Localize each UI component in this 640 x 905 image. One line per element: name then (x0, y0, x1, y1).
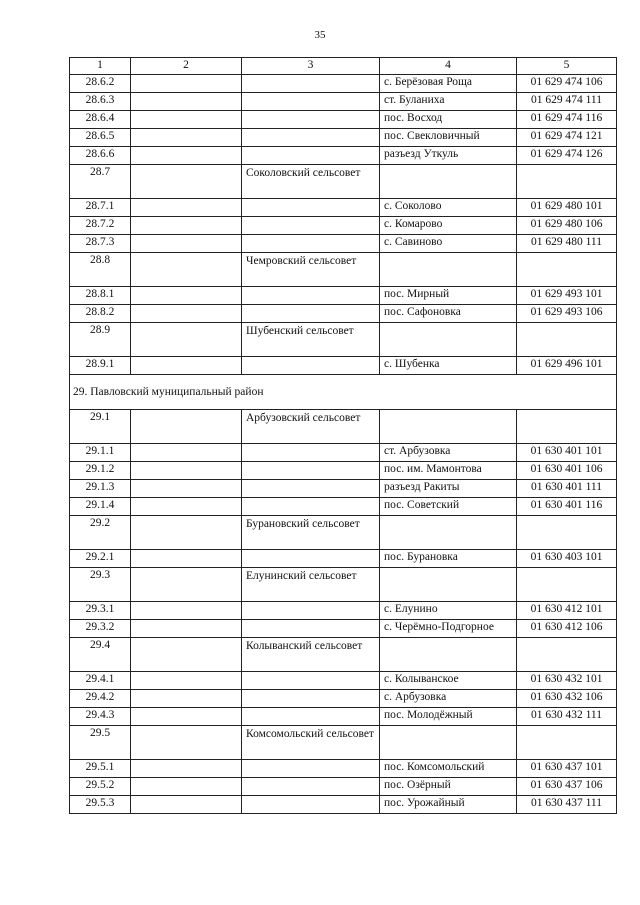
row-number: 28.8.2 (70, 305, 131, 323)
locality-name: пос. Комсомольский (380, 760, 517, 778)
oktmo-code: 01 630 432 111 (517, 708, 617, 726)
oktmo-code: 01 629 493 101 (517, 287, 617, 305)
locality-row (70, 93, 617, 111)
locality-name: с. Савиново (380, 235, 517, 253)
row-number: 28.8.1 (70, 287, 131, 305)
council-name (242, 690, 380, 708)
council-name (242, 462, 380, 480)
row-number: 29.3 (70, 568, 131, 602)
row-number: 28.7 (70, 165, 131, 199)
locality-row (70, 217, 617, 235)
col-2-cell (131, 165, 242, 199)
row-number: 29.1.4 (70, 498, 131, 516)
oktmo-code (517, 516, 617, 550)
row-number: 29.4.2 (70, 690, 131, 708)
council-name (242, 235, 380, 253)
council-name: Чемровский сельсовет (242, 253, 380, 287)
col-2-cell (131, 111, 242, 129)
council-row (70, 410, 617, 444)
council-name (242, 147, 380, 165)
locality-name (380, 638, 517, 672)
council-name: Шубенский сельсовет (242, 323, 380, 357)
col-2-cell (131, 726, 242, 760)
council-name (242, 620, 380, 638)
oktmo-code: 01 630 401 106 (517, 462, 617, 480)
row-number: 29.4 (70, 638, 131, 672)
col-2-cell (131, 444, 242, 462)
locality-row (70, 305, 617, 323)
locality-name: пос. Восход (380, 111, 517, 129)
council-name (242, 444, 380, 462)
locality-name: пос. Озёрный (380, 778, 517, 796)
row-number: 28.6.3 (70, 93, 131, 111)
row-number: 29.1.1 (70, 444, 131, 462)
locality-row (70, 690, 617, 708)
locality-row (70, 287, 617, 305)
col-2-cell (131, 357, 242, 375)
locality-name: пос. Свекловичный (380, 129, 517, 147)
row-number: 28.7.3 (70, 235, 131, 253)
council-row (70, 253, 617, 287)
col-2-cell (131, 410, 242, 444)
header-col-3: 3 (242, 58, 380, 75)
locality-row (70, 708, 617, 726)
page-number: 35 (314, 29, 326, 41)
council-name: Комсомольский сельсовет (242, 726, 380, 760)
locality-name (380, 568, 517, 602)
col-2-cell (131, 129, 242, 147)
col-2-cell (131, 708, 242, 726)
col-2-cell (131, 253, 242, 287)
oktmo-code (517, 568, 617, 602)
locality-name: с. Арбузовка (380, 690, 517, 708)
council-name (242, 357, 380, 375)
council-name: Арбузовский сельсовет (242, 410, 380, 444)
council-name (242, 498, 380, 516)
locality-name: с. Колыванское (380, 672, 517, 690)
locality-name (380, 253, 517, 287)
council-name (242, 708, 380, 726)
council-name: Елунинский сельсовет (242, 568, 380, 602)
col-2-cell (131, 199, 242, 217)
oktmo-code: 01 629 480 106 (517, 217, 617, 235)
oktmo-code: 01 630 437 106 (517, 778, 617, 796)
council-row (70, 165, 617, 199)
col-2-cell (131, 93, 242, 111)
row-number: 29.5.3 (70, 796, 131, 814)
col-2-cell (131, 602, 242, 620)
locality-name: пос. Урожайный (380, 796, 517, 814)
col-2-cell (131, 235, 242, 253)
oktmo-code: 01 629 474 121 (517, 129, 617, 147)
oktmo-code (517, 638, 617, 672)
locality-name: с. Берёзовая Роща (380, 75, 517, 93)
oktmo-code (517, 410, 617, 444)
row-number: 29.3.1 (70, 602, 131, 620)
row-number: 28.6.6 (70, 147, 131, 165)
locality-name: с. Черёмно-Подгорное (380, 620, 517, 638)
col-2-cell (131, 75, 242, 93)
row-number: 29.1 (70, 410, 131, 444)
council-name (242, 672, 380, 690)
col-2-cell (131, 480, 242, 498)
section-heading-row (70, 375, 617, 410)
locality-name: пос. Сафоновка (380, 305, 517, 323)
oktmo-code: 01 629 480 111 (517, 235, 617, 253)
council-name (242, 796, 380, 814)
locality-row (70, 444, 617, 462)
oktmo-code (517, 323, 617, 357)
row-number: 29.2.1 (70, 550, 131, 568)
locality-name (380, 726, 517, 760)
council-row (70, 568, 617, 602)
oktmo-code: 01 629 493 106 (517, 305, 617, 323)
council-row (70, 323, 617, 357)
locality-name: с. Комарово (380, 217, 517, 235)
locality-name: пос. Молодёжный (380, 708, 517, 726)
oktmo-code: 01 630 401 111 (517, 480, 617, 498)
col-2-cell (131, 462, 242, 480)
locality-name: пос. Бурановка (380, 550, 517, 568)
col-2-cell (131, 620, 242, 638)
locality-row (70, 129, 617, 147)
col-2-cell (131, 516, 242, 550)
locality-row (70, 498, 617, 516)
oktmo-code: 01 630 437 111 (517, 796, 617, 814)
col-2-cell (131, 217, 242, 235)
council-name: Бурановский сельсовет (242, 516, 380, 550)
council-name (242, 111, 380, 129)
row-number: 28.6.5 (70, 129, 131, 147)
locality-name: ст. Арбузовка (380, 444, 517, 462)
locality-row (70, 672, 617, 690)
locality-name (380, 323, 517, 357)
council-name (242, 602, 380, 620)
locality-row (70, 778, 617, 796)
oktmo-code (517, 253, 617, 287)
locality-name (380, 165, 517, 199)
locality-row (70, 75, 617, 93)
row-number: 28.7.1 (70, 199, 131, 217)
locality-row (70, 760, 617, 778)
council-row (70, 516, 617, 550)
col-2-cell (131, 147, 242, 165)
oktmo-code: 01 629 474 126 (517, 147, 617, 165)
row-number: 29.1.2 (70, 462, 131, 480)
oktmo-code: 01 630 412 106 (517, 620, 617, 638)
locality-name: ст. Буланиха (380, 93, 517, 111)
oktmo-code: 01 630 401 101 (517, 444, 617, 462)
council-name (242, 760, 380, 778)
row-number: 28.9.1 (70, 357, 131, 375)
section-heading: 29. Павловский муниципальный район (70, 375, 617, 410)
locality-row (70, 550, 617, 568)
locality-row (70, 796, 617, 814)
locality-row (70, 602, 617, 620)
locality-row (70, 357, 617, 375)
locality-row (70, 235, 617, 253)
col-2-cell (131, 323, 242, 357)
council-row (70, 726, 617, 760)
oktmo-code: 01 629 474 106 (517, 75, 617, 93)
council-name (242, 550, 380, 568)
row-number: 28.6.4 (70, 111, 131, 129)
locality-name: разъезд Ракиты (380, 480, 517, 498)
locality-row (70, 480, 617, 498)
locality-name: с. Соколово (380, 199, 517, 217)
col-2-cell (131, 690, 242, 708)
row-number: 28.6.2 (70, 75, 131, 93)
oktmo-code: 01 629 496 101 (517, 357, 617, 375)
locality-name (380, 410, 517, 444)
locality-row (70, 462, 617, 480)
oktmo-code: 01 629 480 101 (517, 199, 617, 217)
row-number: 29.5.1 (70, 760, 131, 778)
col-2-cell (131, 498, 242, 516)
col-2-cell (131, 638, 242, 672)
row-number: 28.8 (70, 253, 131, 287)
council-name (242, 199, 380, 217)
row-number: 29.5.2 (70, 778, 131, 796)
council-name: Соколовский сельсовет (242, 165, 380, 199)
header-col-1: 1 (70, 58, 131, 75)
col-2-cell (131, 305, 242, 323)
council-name (242, 129, 380, 147)
locality-name: пос. Советский (380, 498, 517, 516)
col-2-cell (131, 796, 242, 814)
oktmo-code: 01 630 403 101 (517, 550, 617, 568)
header-col-5: 5 (517, 58, 617, 75)
header-col-2: 2 (131, 58, 242, 75)
council-name (242, 217, 380, 235)
oktmo-code: 01 629 474 111 (517, 93, 617, 111)
row-number: 29.4.1 (70, 672, 131, 690)
oktmo-code: 01 630 432 106 (517, 690, 617, 708)
col-2-cell (131, 778, 242, 796)
col-2-cell (131, 672, 242, 690)
oktmo-code: 01 630 432 101 (517, 672, 617, 690)
council-name (242, 305, 380, 323)
row-number: 29.1.3 (70, 480, 131, 498)
oktmo-code: 01 629 474 116 (517, 111, 617, 129)
row-number: 29.2 (70, 516, 131, 550)
council-name (242, 93, 380, 111)
council-name (242, 480, 380, 498)
header-col-4: 4 (380, 58, 517, 75)
row-number: 29.5 (70, 726, 131, 760)
council-row (70, 638, 617, 672)
locality-name: с. Елунино (380, 602, 517, 620)
col-2-cell (131, 287, 242, 305)
council-name (242, 75, 380, 93)
council-name (242, 287, 380, 305)
row-number: 29.3.2 (70, 620, 131, 638)
council-name (242, 778, 380, 796)
locality-row (70, 199, 617, 217)
locality-name: с. Шубенка (380, 357, 517, 375)
oktmo-code: 01 630 437 101 (517, 760, 617, 778)
council-name: Колыванский сельсовет (242, 638, 380, 672)
col-2-cell (131, 760, 242, 778)
oktmo-code (517, 726, 617, 760)
locality-name: пос. Мирный (380, 287, 517, 305)
table-header-row (70, 58, 617, 75)
locality-name: разъезд Уткуль (380, 147, 517, 165)
locality-row (70, 111, 617, 129)
oktmo-code (517, 165, 617, 199)
col-2-cell (131, 550, 242, 568)
row-number: 28.9 (70, 323, 131, 357)
locality-row (70, 147, 617, 165)
registry-table (69, 57, 617, 814)
locality-row (70, 620, 617, 638)
row-number: 29.4.3 (70, 708, 131, 726)
row-number: 28.7.2 (70, 217, 131, 235)
oktmo-code: 01 630 401 116 (517, 498, 617, 516)
locality-name (380, 516, 517, 550)
col-2-cell (131, 568, 242, 602)
locality-name: пос. им. Мамонтова (380, 462, 517, 480)
table-body (70, 58, 617, 814)
oktmo-code: 01 630 412 101 (517, 602, 617, 620)
